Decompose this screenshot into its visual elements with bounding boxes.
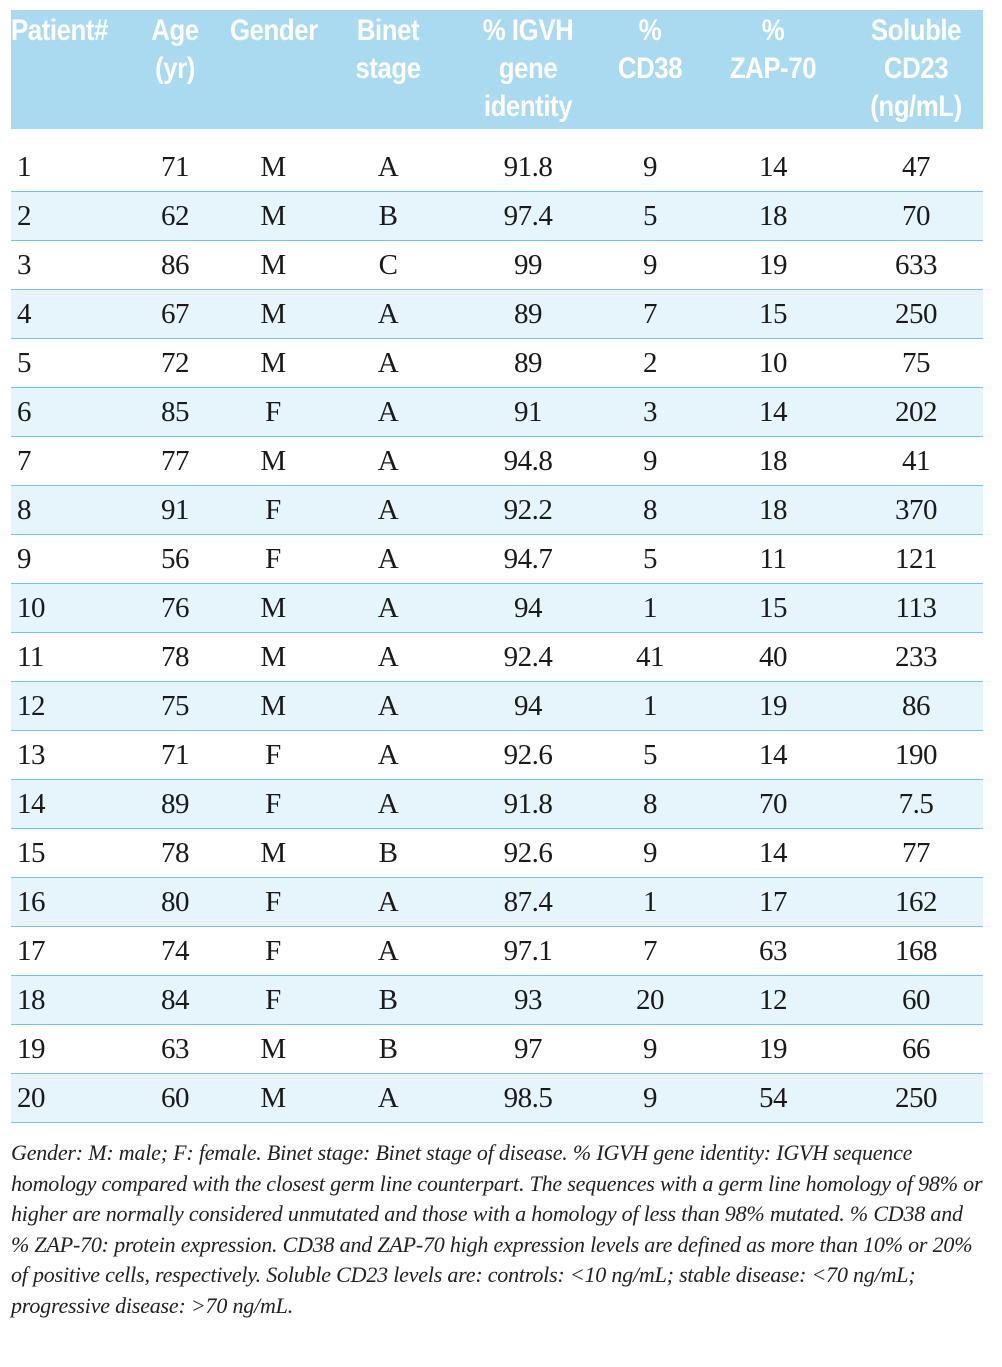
table-cell-igvh-identity: 97.4: [453, 192, 603, 241]
table-cell-igvh-identity: 91.8: [453, 143, 603, 192]
table-cell-igvh-identity: 87.4: [453, 878, 603, 927]
table-row: [11, 241, 983, 290]
table-cell-igvh-identity: 94: [453, 682, 603, 731]
table-cell-cd38: 5: [603, 731, 697, 780]
table-cell-soluble-cd23: 86: [849, 682, 983, 731]
table-cell-age: 86: [127, 241, 223, 290]
table-row: [11, 192, 983, 241]
column-header-line: Gender: [230, 14, 318, 47]
table-cell-age: 62: [127, 192, 223, 241]
data-table-container: [11, 10, 983, 1123]
column-header-gender: [230, 10, 316, 129]
table-cell-igvh-identity: 92.4: [453, 633, 603, 682]
table-cell-age: 78: [127, 633, 223, 682]
table-cell-binet-stage: B: [323, 192, 453, 241]
table-cell-cd38: 9: [603, 1074, 697, 1123]
table-cell-igvh-identity: 89: [453, 290, 603, 339]
table-cell-patient-number: 10: [11, 584, 127, 633]
table-cell-cd38: 20: [603, 976, 697, 1025]
table-cell-soluble-cd23: 233: [849, 633, 983, 682]
table-cell-cd38: 9: [603, 437, 697, 486]
table-cell-gender: M: [223, 1074, 323, 1123]
table-cell-age: 76: [127, 584, 223, 633]
table-cell-binet-stage: B: [323, 829, 453, 878]
table-cell-igvh-identity: 91.8: [453, 780, 603, 829]
table-cell-gender: M: [223, 1025, 323, 1074]
table-cell-patient-number: 16: [11, 878, 127, 927]
table-row: [11, 927, 983, 976]
table-cell-age: 74: [127, 927, 223, 976]
table-cell-binet-stage: A: [323, 878, 453, 927]
column-header-line: %: [638, 14, 662, 47]
table-cell-cd38: 41: [603, 633, 697, 682]
table-cell-patient-number: 9: [11, 535, 127, 584]
table-cell-zap70: 14: [697, 143, 849, 192]
table-cell-zap70: 10: [697, 339, 849, 388]
table-cell-soluble-cd23: 47: [849, 143, 983, 192]
column-header-age: [134, 10, 217, 129]
table-cell-binet-stage: A: [323, 437, 453, 486]
table-cell-patient-number: 1: [11, 143, 127, 192]
table-cell-binet-stage: A: [323, 682, 453, 731]
table-row: [11, 388, 983, 437]
table-cell-gender: M: [223, 633, 323, 682]
table-cell-zap70: 12: [697, 976, 849, 1025]
table-footnote: Gender: M: male; F: female. Binet stage: Binet stage of disease. % IGVH gene identity: IGVH sequence homology compared with the closest germ line counterpart. The sequences with a germ line homology of 98% or higher are normally considered unmutated and those with a homology of less than 98% mutated. % CD38 and % ZAP-70: protein expression. CD38 and ZAP-70 high expression levels are defined as more than 10% or 20% of positive cells, respectively. Soluble CD23 levels are: controls: <10 ng/mL; stable disease: <70 ng/mL; progressive disease: >70 ng/mL.: [11, 1140, 983, 1318]
table-cell-cd38: 9: [603, 143, 697, 192]
table-cell-patient-number: 14: [11, 780, 127, 829]
table-cell-zap70: 14: [697, 731, 849, 780]
table-cell-cd38: 8: [603, 486, 697, 535]
table-cell-gender: M: [223, 290, 323, 339]
table-cell-patient-number: 20: [11, 1074, 127, 1123]
patient-characteristics-table: [11, 10, 983, 1123]
table-cell-zap70: 70: [697, 780, 849, 829]
table-cell-binet-stage: A: [323, 339, 453, 388]
table-cell-soluble-cd23: 113: [849, 584, 983, 633]
table-row: [11, 878, 983, 927]
table-cell-patient-number: 19: [11, 1025, 127, 1074]
table-cell-binet-stage: A: [323, 388, 453, 437]
table-cell-zap70: 14: [697, 829, 849, 878]
table-cell-binet-stage: A: [323, 486, 453, 535]
column-header-line: CD38: [617, 52, 683, 85]
table-cell-soluble-cd23: 168: [849, 927, 983, 976]
table-cell-age: 80: [127, 878, 223, 927]
column-header-binet-stage: [332, 10, 444, 129]
table-cell-age: 72: [127, 339, 223, 388]
column-header-line: identity: [483, 90, 573, 123]
table-cell-igvh-identity: 89: [453, 339, 603, 388]
table-cell-soluble-cd23: 162: [849, 878, 983, 927]
table-cell-gender: M: [223, 143, 323, 192]
table-cell-gender: F: [223, 878, 323, 927]
table-cell-binet-stage: A: [323, 927, 453, 976]
table-cell-gender: M: [223, 241, 323, 290]
table-cell-zap70: 54: [697, 1074, 849, 1123]
table-cell-soluble-cd23: 190: [849, 731, 983, 780]
table-header-row: [11, 10, 983, 129]
column-header-soluble-cd23: [858, 10, 973, 129]
table-cell-age: 71: [127, 143, 223, 192]
table-row: [11, 584, 983, 633]
table-cell-igvh-identity: 98.5: [453, 1074, 603, 1123]
table-cell-age: 63: [127, 1025, 223, 1074]
table-cell-age: 71: [127, 731, 223, 780]
table-cell-age: 85: [127, 388, 223, 437]
table-cell-binet-stage: A: [323, 290, 453, 339]
table-cell-patient-number: 18: [11, 976, 127, 1025]
table-cell-binet-stage: A: [323, 535, 453, 584]
table-cell-cd38: 5: [603, 192, 697, 241]
table-cell-cd38: 5: [603, 535, 697, 584]
table-cell-zap70: 15: [697, 584, 849, 633]
table-cell-age: 89: [127, 780, 223, 829]
table-cell-soluble-cd23: 633: [849, 241, 983, 290]
table-cell-zap70: 19: [697, 241, 849, 290]
table-cell-binet-stage: B: [323, 976, 453, 1025]
table-cell-patient-number: 11: [11, 633, 127, 682]
table-cell-zap70: 19: [697, 1025, 849, 1074]
table-row: [11, 976, 983, 1025]
column-header-line: (yr): [155, 52, 195, 85]
table-cell-soluble-cd23: 202: [849, 388, 983, 437]
table-cell-cd38: 1: [603, 584, 697, 633]
header-spacer: [11, 129, 983, 143]
table-cell-cd38: 9: [603, 241, 697, 290]
column-header-line: ZAP-70: [729, 52, 817, 85]
table-cell-patient-number: 12: [11, 682, 127, 731]
table-cell-age: 67: [127, 290, 223, 339]
table-cell-zap70: 11: [697, 535, 849, 584]
table-cell-gender: M: [223, 829, 323, 878]
table-cell-age: 56: [127, 535, 223, 584]
table-cell-igvh-identity: 99: [453, 241, 603, 290]
table-cell-age: 84: [127, 976, 223, 1025]
table-cell-cd38: 1: [603, 682, 697, 731]
table-cell-binet-stage: A: [323, 1074, 453, 1123]
table-cell-igvh-identity: 94.8: [453, 437, 603, 486]
table-cell-igvh-identity: 93: [453, 976, 603, 1025]
table-cell-age: 91: [127, 486, 223, 535]
table-row: [11, 1025, 983, 1074]
table-cell-age: 78: [127, 829, 223, 878]
table-cell-gender: F: [223, 486, 323, 535]
column-header-line: Age: [151, 14, 199, 47]
table-row: [11, 731, 983, 780]
table-cell-age: 77: [127, 437, 223, 486]
column-header-line: Binet: [356, 14, 420, 47]
table-cell-cd38: 2: [603, 339, 697, 388]
table-cell-igvh-identity: 94.7: [453, 535, 603, 584]
column-header-line: (ng/mL): [870, 90, 962, 123]
table-cell-gender: F: [223, 731, 323, 780]
column-header-line: Soluble: [870, 14, 962, 47]
table-cell-zap70: 14: [697, 388, 849, 437]
table-cell-zap70: 40: [697, 633, 849, 682]
column-header-line: CD23: [883, 52, 949, 85]
table-cell-cd38: 9: [603, 829, 697, 878]
table-cell-gender: F: [223, 976, 323, 1025]
table-cell-soluble-cd23: 121: [849, 535, 983, 584]
table-cell-soluble-cd23: 70: [849, 192, 983, 241]
table-cell-gender: F: [223, 780, 323, 829]
table-cell-igvh-identity: 97: [453, 1025, 603, 1074]
column-header-line: Patient#: [11, 14, 108, 47]
table-row: [11, 437, 983, 486]
table-cell-gender: M: [223, 437, 323, 486]
table-cell-binet-stage: A: [323, 731, 453, 780]
table-cell-patient-number: 8: [11, 486, 127, 535]
table-cell-zap70: 18: [697, 486, 849, 535]
table-cell-cd38: 7: [603, 927, 697, 976]
table-cell-zap70: 63: [697, 927, 849, 976]
table-cell-patient-number: 13: [11, 731, 127, 780]
table-cell-soluble-cd23: 370: [849, 486, 983, 535]
table-cell-gender: F: [223, 927, 323, 976]
column-header-igvh-identity: [464, 10, 593, 129]
table-cell-cd38: 3: [603, 388, 697, 437]
table-row: [11, 780, 983, 829]
table-cell-cd38: 1: [603, 878, 697, 927]
column-header-line: stage: [355, 52, 421, 85]
table-cell-gender: M: [223, 584, 323, 633]
table-row: [11, 633, 983, 682]
table-cell-age: 75: [127, 682, 223, 731]
table-cell-zap70: 19: [697, 682, 849, 731]
table-cell-soluble-cd23: 77: [849, 829, 983, 878]
table-row: [11, 486, 983, 535]
column-header-line: gene: [498, 52, 558, 85]
table-cell-patient-number: 4: [11, 290, 127, 339]
table-cell-patient-number: 5: [11, 339, 127, 388]
table-cell-soluble-cd23: 250: [849, 1074, 983, 1123]
table-body: [11, 129, 983, 1123]
column-header-cd38: [610, 10, 691, 129]
table-cell-zap70: 18: [697, 192, 849, 241]
table-cell-igvh-identity: 92.6: [453, 731, 603, 780]
table-cell-soluble-cd23: 250: [849, 290, 983, 339]
table-row: [11, 339, 983, 388]
table-row: [11, 829, 983, 878]
table-cell-zap70: 15: [697, 290, 849, 339]
table-cell-binet-stage: A: [323, 780, 453, 829]
table-cell-soluble-cd23: 66: [849, 1025, 983, 1074]
table-cell-soluble-cd23: 60: [849, 976, 983, 1025]
table-cell-binet-stage: C: [323, 241, 453, 290]
column-header-zap70: [708, 10, 839, 129]
column-header-line: % IGVH: [482, 14, 574, 47]
table-cell-igvh-identity: 91: [453, 388, 603, 437]
table-row: [11, 290, 983, 339]
table-cell-binet-stage: A: [323, 633, 453, 682]
table-cell-zap70: 18: [697, 437, 849, 486]
table-cell-cd38: 7: [603, 290, 697, 339]
table-row: [11, 1074, 983, 1123]
table-cell-binet-stage: A: [323, 143, 453, 192]
table-cell-soluble-cd23: 41: [849, 437, 983, 486]
table-cell-cd38: 8: [603, 780, 697, 829]
table-cell-zap70: 17: [697, 878, 849, 927]
table-cell-soluble-cd23: 75: [849, 339, 983, 388]
table-row: [11, 535, 983, 584]
table-cell-igvh-identity: 92.6: [453, 829, 603, 878]
table-cell-cd38: 9: [603, 1025, 697, 1074]
table-cell-patient-number: 17: [11, 927, 127, 976]
table-cell-gender: F: [223, 388, 323, 437]
table-row: [11, 143, 983, 192]
table-cell-gender: F: [223, 535, 323, 584]
column-header-line: %: [761, 14, 785, 47]
table-row: [11, 682, 983, 731]
table-cell-patient-number: 7: [11, 437, 127, 486]
table-cell-soluble-cd23: 7.5: [849, 780, 983, 829]
table-cell-igvh-identity: 94: [453, 584, 603, 633]
table-cell-patient-number: 6: [11, 388, 127, 437]
table-cell-gender: M: [223, 682, 323, 731]
table-cell-gender: M: [223, 339, 323, 388]
table-cell-binet-stage: A: [323, 584, 453, 633]
table-cell-igvh-identity: 92.2: [453, 486, 603, 535]
table-cell-gender: M: [223, 192, 323, 241]
table-cell-igvh-identity: 97.1: [453, 927, 603, 976]
column-header-patient-number: [11, 10, 111, 129]
table-cell-binet-stage: B: [323, 1025, 453, 1074]
table-cell-patient-number: 2: [11, 192, 127, 241]
table-cell-age: 60: [127, 1074, 223, 1123]
table-cell-patient-number: 3: [11, 241, 127, 290]
table-cell-patient-number: 15: [11, 829, 127, 878]
